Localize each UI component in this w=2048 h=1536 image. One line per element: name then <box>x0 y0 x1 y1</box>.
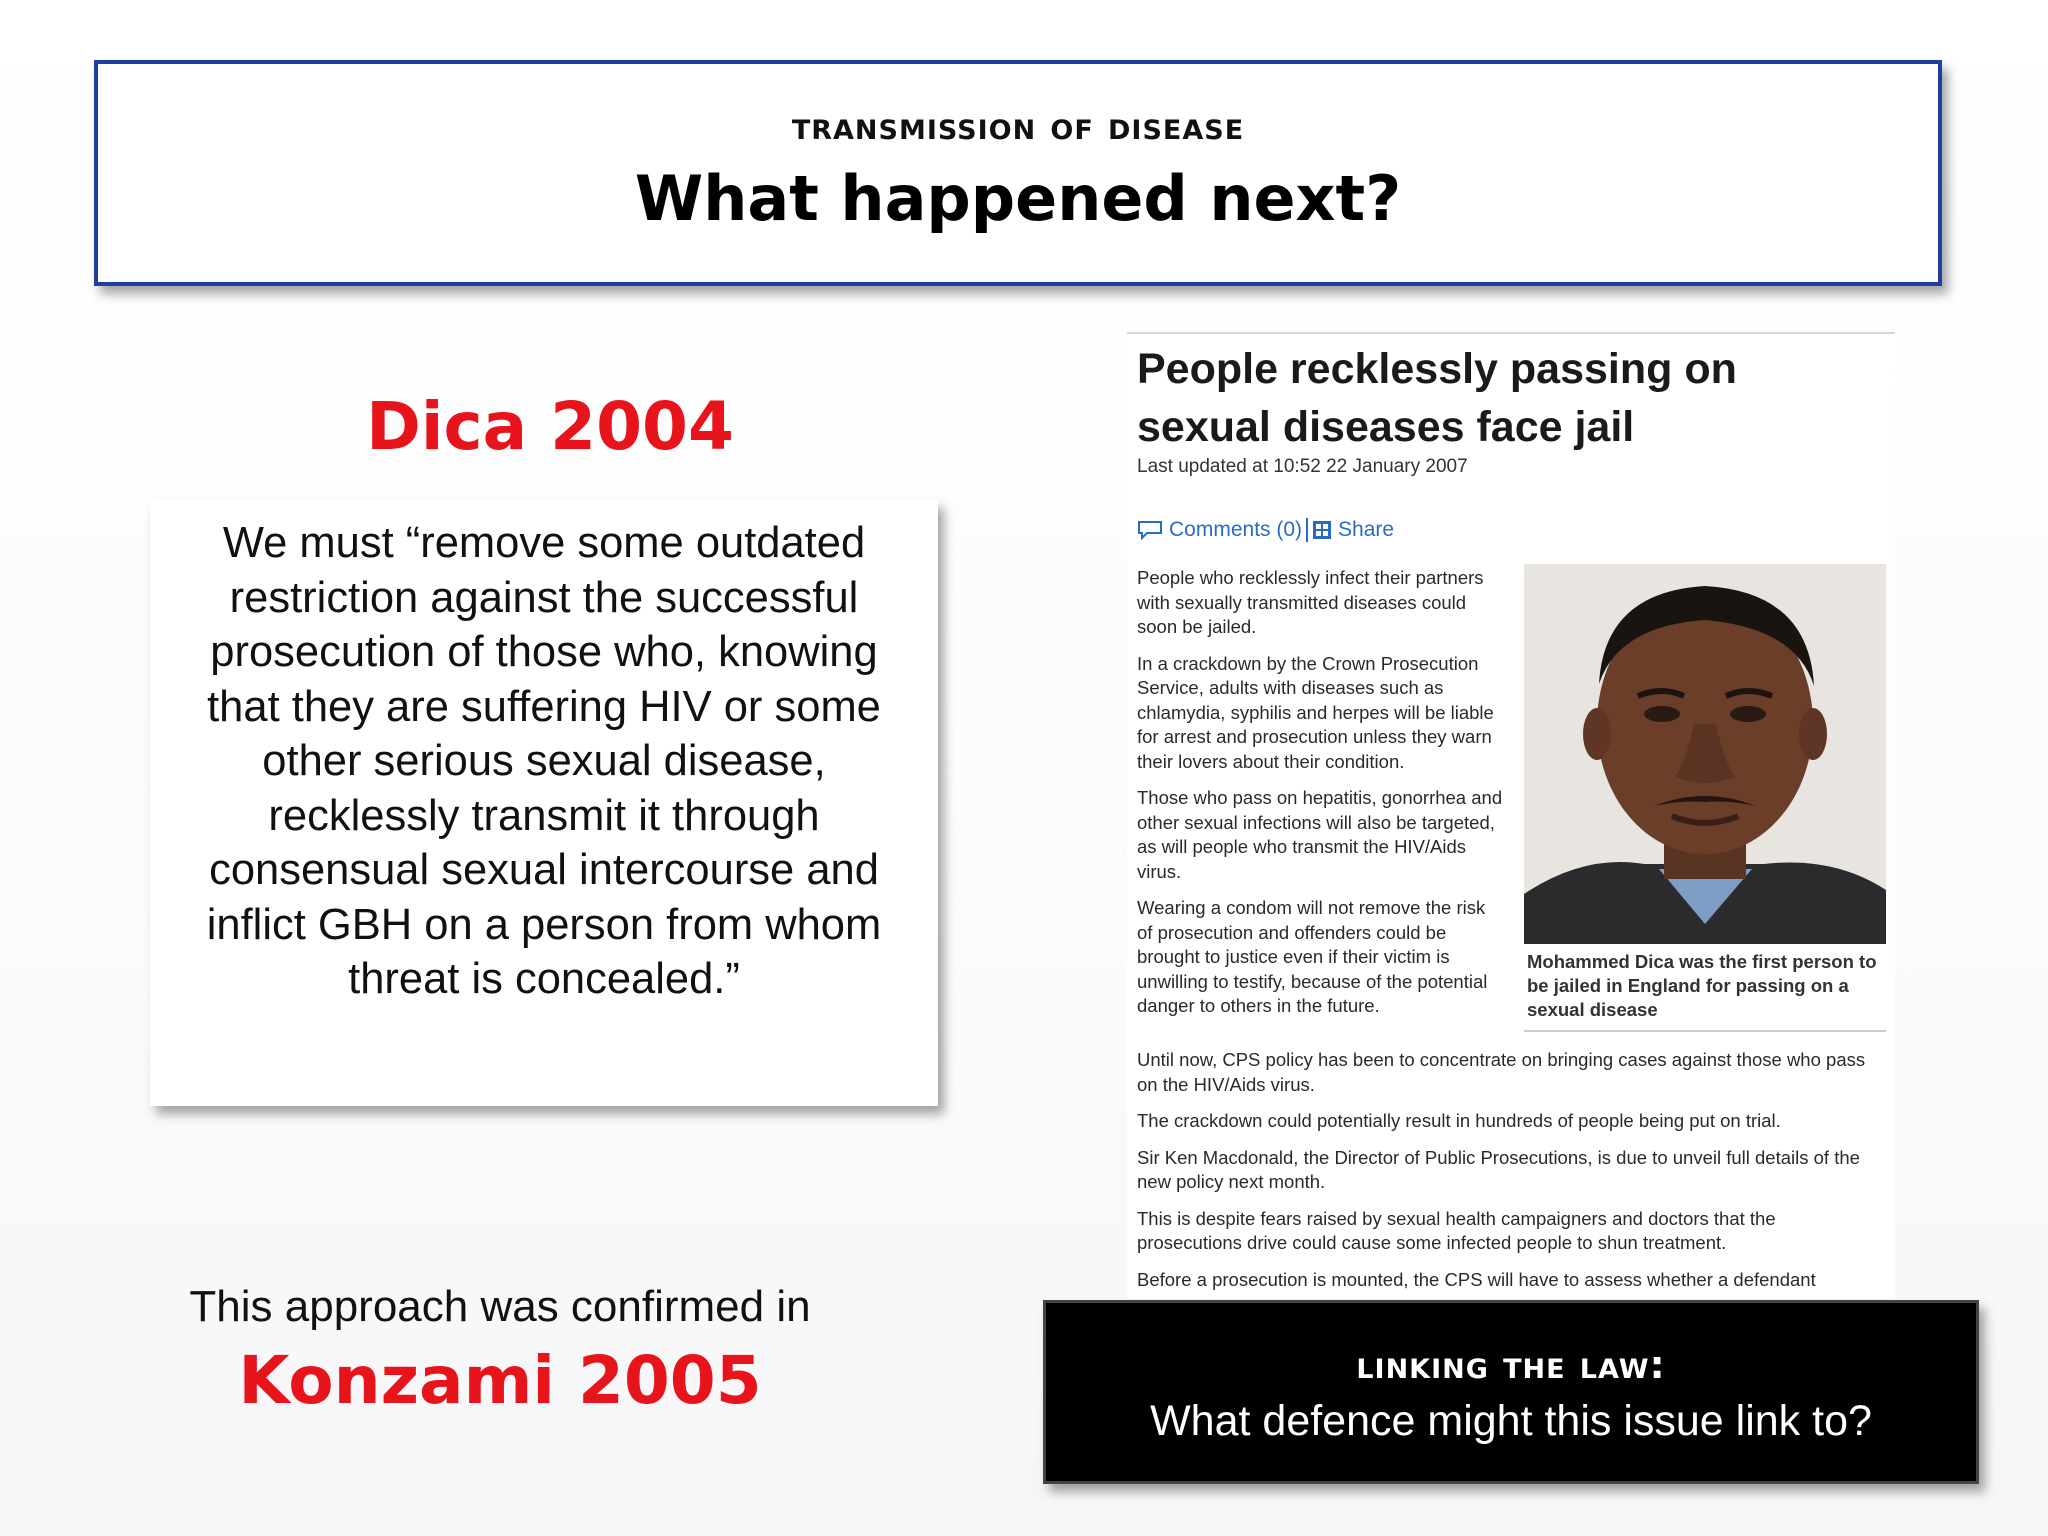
article-body-full <box>1137 1048 1885 1298</box>
article-divider <box>1127 332 1895 334</box>
article-paragraph: People who recklessly infect their partners with sexually transmitted diseases could soon be jailed. <box>1137 567 1484 637</box>
news-article <box>1127 332 1895 1298</box>
portrait-photo <box>1524 564 1886 944</box>
article-paragraph: This is despite fears raised by sexual health campaigners and doctors that the prosecutions drive could cause some infected people to shun treatment. <box>1137 1207 1776 1253</box>
linking-law-box <box>1043 1300 1979 1484</box>
photo-caption: Mohammed Dica was the first person to be jailed in England for passing on a sexual disease <box>1527 951 1877 1020</box>
article-paragraph: The crackdown could potentially result in hundreds of people being put on trial. <box>1137 1110 1781 1131</box>
linking-law-question: What defence might this issue link to? <box>1150 1397 1872 1445</box>
title-box <box>94 60 1942 286</box>
confirmation-case: Konzami 2005 <box>238 1342 762 1419</box>
article-headline: People recklessly passing on sexual diseases face jail <box>1137 345 1737 451</box>
article-paragraph: Sir Ken Macdonald, the Director of Public Prosecutions, is due to unveil full details of the new policy next month. <box>1137 1146 1860 1192</box>
confirmation-text: This approach was confirmed in <box>189 1282 811 1331</box>
linking-law-title: linking the law: <box>1356 1343 1666 1387</box>
caption-divider <box>1524 1030 1886 1032</box>
share-link[interactable]: Share <box>1338 518 1395 541</box>
article-actions <box>1137 518 1394 542</box>
quote-box <box>150 500 938 1106</box>
article-paragraph: Those who pass on hepatitis, gonorrhea and other sexual infections will also be targeted, as will people who transmit the HIV/Aids virus. <box>1137 787 1503 882</box>
article-body-left <box>1137 566 1505 1031</box>
slide-title: What happened next? <box>634 162 1402 235</box>
slide-kicker: transmission of disease <box>791 104 1245 148</box>
case-title: Dica 2004 <box>366 388 734 465</box>
article-paragraph: Before a prosecution is mounted, the CPS will have to assess whether a defendant <box>1137 1268 1816 1290</box>
comments-link[interactable]: Comments (0) <box>1169 518 1303 541</box>
article-paragraph: Until now, CPS policy has been to concentrate on bringing cases against those who pass on the HIV/Aids virus. <box>1137 1049 1866 1095</box>
quote-text: We must “remove some outdated restriction against the successful prosecution of those who, knowing that they are suffering HIV or some other serious sexual disease, recklessly transmit it through consensual sexual intercourse and inflict GBH on a person from whom threat is concealed.” <box>206 519 882 1003</box>
action-separator <box>1306 518 1308 542</box>
comment-icon <box>1137 520 1163 540</box>
share-icon <box>1312 520 1332 540</box>
portrait-illustration <box>1524 564 1886 944</box>
article-paragraph: In a crackdown by the Crown Prosecution Service, adults with diseases such as chlamydia, syphilis and herpes will be liable for arrest and prosecution unless they warn their lovers about their condition. <box>1137 652 1494 772</box>
article-updated: Last updated at 10:52 22 January 2007 <box>1137 456 1468 477</box>
article-paragraph: Wearing a condom will not remove the risk of prosecution and offenders could be brought to justice even if their victim is unwilling to testify, because of the potential danger to others in the future. <box>1137 897 1488 1016</box>
